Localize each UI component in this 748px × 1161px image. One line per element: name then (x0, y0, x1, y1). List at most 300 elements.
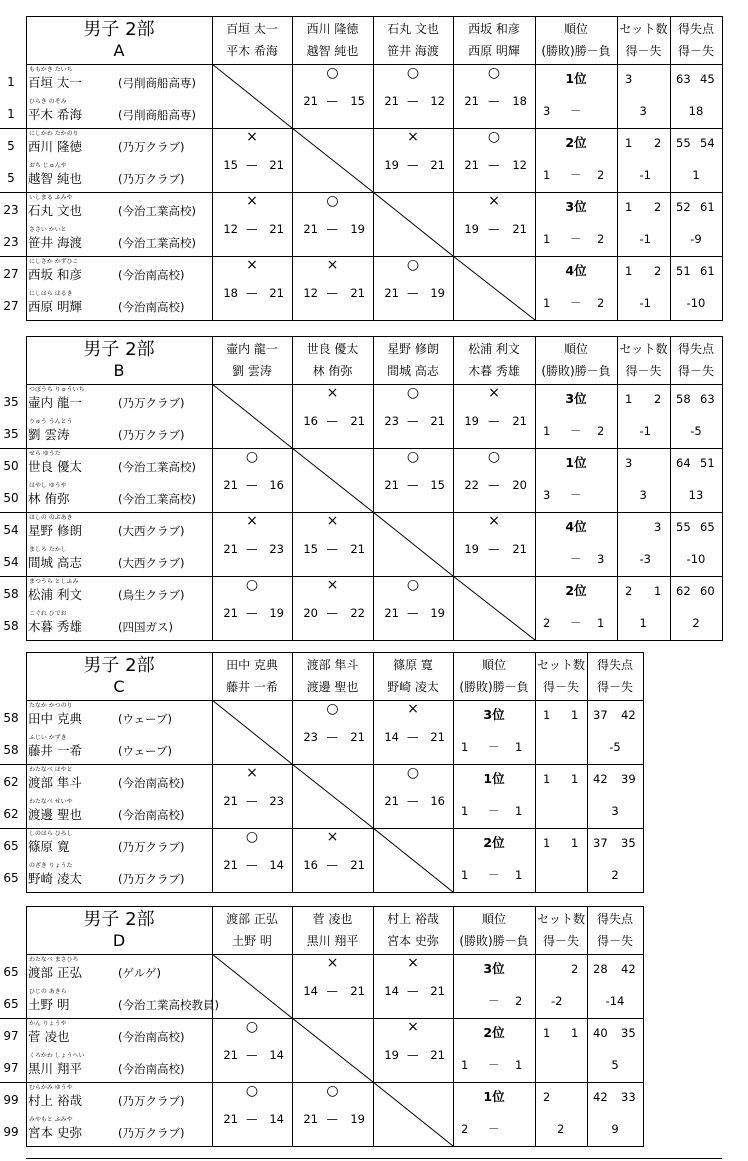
points-against: 45 (700, 72, 715, 86)
score-for: 20 (303, 606, 318, 620)
rank: 3位 (565, 199, 587, 214)
rank: 3位 (483, 961, 505, 976)
match-result-mark: ○ (406, 257, 420, 273)
column-header-player: 間城 高志 (387, 364, 439, 378)
column-header: 得－失 (542, 680, 579, 694)
wl-dash: － (570, 232, 582, 246)
points-against: 61 (700, 264, 715, 278)
score-dash: — (407, 94, 419, 108)
score-for: 21 (384, 794, 399, 808)
match-result-mark: × (488, 513, 500, 529)
seed-number: 50 (3, 491, 19, 505)
seed-number: 65 (3, 839, 19, 853)
column-header: (勝敗)勝－負 (459, 934, 529, 948)
sets-diff-alt: -1 (639, 424, 651, 438)
name-ruby: まつうら としふみ (29, 578, 79, 585)
player-club: (今治南高校) (118, 808, 185, 822)
score-against: 21 (430, 730, 445, 744)
match-result-mark: ○ (487, 65, 501, 81)
score-against: 19 (430, 606, 445, 620)
seed-number: 54 (3, 523, 19, 537)
player-club: (今治南高校) (118, 1062, 185, 1076)
name-ruby: ましろ たかし (29, 546, 67, 553)
score-against: 21 (430, 984, 445, 998)
score-for: 16 (303, 858, 318, 872)
score-dash: — (326, 286, 338, 300)
name-ruby: しのはら ひろし (29, 830, 73, 837)
match-result-mark: × (326, 513, 339, 529)
seed-number: 1 (7, 75, 15, 89)
score-for: 14 (384, 730, 399, 744)
column-header-player: 野崎 凌太 (387, 680, 439, 694)
score-against: 21 (350, 858, 365, 872)
score-against: 19 (269, 606, 284, 620)
sets-won: 1 (543, 836, 551, 850)
match-result-mark: ○ (245, 1019, 259, 1035)
match-result-mark: ○ (326, 701, 339, 717)
column-header: (勝敗)勝－負 (541, 364, 611, 378)
name-ruby: つぼうち りゅういち (29, 386, 85, 393)
player-club: (乃万クラブ) (118, 172, 185, 186)
score-for: 21 (464, 158, 479, 172)
wins: 1 (543, 296, 551, 310)
sets-lost: 2 (654, 264, 662, 278)
name-ruby: ひじの あきら (29, 988, 67, 995)
score-against: 21 (350, 984, 365, 998)
name-ruby: にしさか かずひこ (29, 258, 79, 265)
column-header: セット数 (619, 342, 668, 356)
seed-number: 27 (3, 267, 19, 281)
player-club: (今治工業高校) (118, 492, 196, 506)
column-header-player: 菅 凌也 (312, 912, 353, 926)
score-against: 21 (512, 542, 527, 556)
score-for: 19 (464, 222, 479, 236)
seed-number: 27 (3, 299, 19, 313)
wins: 1 (543, 168, 551, 182)
player-name: 藤井 一希 (28, 743, 82, 758)
match-result-mark: ○ (326, 65, 339, 81)
score-for: 12 (223, 222, 238, 236)
wl-dash: － (570, 552, 582, 566)
self-match-diagonal (373, 1082, 453, 1146)
score-dash: — (407, 794, 419, 808)
player-club: (乃万クラブ) (118, 840, 185, 854)
score-against: 21 (512, 414, 527, 428)
sets-won: 1 (543, 1026, 551, 1040)
player-club: (今治南高校) (118, 268, 185, 282)
points-for: 37 (593, 708, 608, 722)
column-header: (勝敗)勝－負 (541, 44, 611, 58)
match-result-mark: ○ (245, 577, 259, 593)
sets-won: 1 (625, 264, 633, 278)
match-result-mark: ○ (487, 129, 501, 145)
score-dash: — (326, 1112, 338, 1126)
seed-number: 58 (3, 743, 19, 757)
score-against: 14 (269, 1112, 284, 1126)
score-against: 21 (512, 222, 527, 236)
score-against: 15 (430, 478, 445, 492)
wl-dash: － (570, 424, 582, 438)
match-result-mark: × (246, 765, 258, 781)
points-for: 64 (676, 456, 691, 470)
score-for: 15 (303, 542, 318, 556)
points-against: 35 (621, 1026, 636, 1040)
column-header-player: 西川 隆徳 (306, 22, 359, 36)
points-against: 33 (621, 1090, 636, 1104)
score-for: 15 (223, 158, 238, 172)
group-label: B (113, 361, 125, 380)
score-against: 21 (269, 286, 284, 300)
player-club: (乃万クラブ) (118, 872, 185, 886)
sets-diff-alt: -1 (639, 232, 651, 246)
seed-number: 97 (3, 1061, 19, 1075)
points-diff: 2 (611, 868, 619, 882)
score-dash: — (246, 222, 258, 236)
column-header: 順位 (481, 912, 506, 926)
match-result-mark: × (326, 577, 339, 593)
seed-number: 97 (3, 1029, 19, 1043)
score-dash: — (246, 1048, 258, 1062)
player-club: (鳥生クラブ) (118, 588, 185, 602)
score-for: 22 (464, 478, 479, 492)
seed-number: 35 (3, 427, 19, 441)
column-header: 得－失 (542, 934, 579, 948)
column-header-player: 渡部 隼斗 (306, 658, 359, 672)
points-for: 42 (593, 1090, 608, 1104)
group-label: C (113, 677, 125, 696)
score-against: 15 (350, 94, 365, 108)
match-result-mark: × (246, 193, 258, 209)
match-result-mark: ○ (326, 1083, 339, 1099)
score-dash: — (488, 94, 500, 108)
score-for: 18 (223, 286, 238, 300)
match-result-mark: × (246, 257, 258, 273)
score-against: 21 (269, 158, 284, 172)
points-diff: -10 (686, 296, 706, 310)
column-header: 得－失 (677, 364, 714, 378)
score-for: 21 (384, 286, 399, 300)
wins: 1 (461, 868, 469, 882)
column-header-player: 西原 明輝 (468, 44, 520, 58)
points-against: 39 (621, 772, 636, 786)
score-for: 14 (303, 984, 318, 998)
seed-number: 50 (3, 459, 19, 473)
group-label: A (113, 41, 125, 60)
match-result-mark: ○ (406, 449, 420, 465)
sets-diff-alt: -1 (639, 168, 651, 182)
player-name: 世良 優太 (28, 459, 82, 474)
player-club: (ウェーブ) (118, 712, 172, 726)
score-against: 23 (269, 542, 284, 556)
score-against: 21 (269, 222, 284, 236)
group-title: 男子 2部 (83, 909, 155, 930)
player-name: 村上 裕哉 (28, 1093, 82, 1108)
column-header-player: 西坂 和彦 (468, 22, 520, 36)
wl-dash: － (570, 104, 582, 118)
match-result-mark: ○ (245, 449, 259, 465)
sets-won: 1 (543, 772, 551, 786)
score-dash: — (246, 606, 258, 620)
column-header: 順位 (481, 658, 506, 672)
name-ruby: のざき りょうた (29, 862, 73, 869)
sets-lost: 1 (571, 772, 579, 786)
seed-number: 62 (3, 775, 19, 789)
wins: 1 (543, 232, 551, 246)
rank: 1位 (565, 455, 587, 470)
wins: 1 (461, 1058, 469, 1072)
column-header-player: 松浦 利文 (468, 342, 520, 356)
score-dash: — (326, 858, 338, 872)
group-title: 男子 2部 (83, 655, 155, 676)
column-header-player: 渡部 正弘 (226, 912, 278, 926)
points-against: 54 (700, 136, 715, 150)
column-header-player: 笹井 海渡 (387, 44, 439, 58)
score-for: 23 (303, 730, 318, 744)
match-result-mark: × (407, 129, 419, 145)
name-ruby: いしまる ふみや (29, 194, 73, 201)
sets-won: 1 (625, 136, 633, 150)
name-ruby: ひらき のぞみ (29, 98, 67, 105)
sets-lost: 2 (654, 136, 662, 150)
score-for: 21 (223, 1112, 238, 1126)
player-name: 宮本 史弥 (28, 1125, 82, 1140)
seed-number: 62 (3, 807, 19, 821)
seed-number: 65 (3, 871, 19, 885)
column-header: セット数 (536, 912, 585, 926)
score-against: 16 (430, 794, 445, 808)
score-dash: — (246, 478, 258, 492)
score-against: 22 (350, 606, 365, 620)
rank: 4位 (565, 519, 587, 534)
player-club: (今治南高校) (118, 1030, 185, 1044)
name-ruby: かん りょうや (29, 1020, 67, 1027)
match-result-mark: × (246, 129, 258, 145)
score-dash: — (488, 478, 500, 492)
group-label: D (112, 931, 126, 950)
score-against: 21 (350, 730, 365, 744)
score-for: 21 (223, 478, 238, 492)
rank: 4位 (565, 263, 587, 278)
match-result-mark: ○ (245, 1083, 259, 1099)
points-against: 65 (700, 520, 715, 534)
name-ruby: わたなべ せいや (29, 798, 73, 805)
player-club: (今治工業高校) (118, 204, 196, 218)
match-result-mark: ○ (406, 65, 420, 81)
score-dash: — (488, 542, 500, 556)
losses: 2 (597, 296, 605, 310)
wins: 2 (543, 616, 551, 630)
score-dash: — (407, 606, 419, 620)
points-against: 51 (700, 456, 715, 470)
column-header: (勝敗)勝－負 (459, 680, 529, 694)
score-against: 19 (350, 222, 365, 236)
player-club: (ウェーブ) (118, 744, 172, 758)
player-club: (弓削商船高専) (118, 76, 196, 90)
column-header: 得－失 (596, 680, 633, 694)
rank: 2位 (565, 135, 587, 150)
score-for: 21 (223, 542, 238, 556)
losses: 1 (515, 804, 523, 818)
column-header: 得失点 (677, 22, 714, 36)
column-header-player: 壷内 龍一 (226, 342, 278, 356)
wins: 3 (543, 488, 551, 502)
sets-won: 3 (625, 456, 633, 470)
player-name: 石丸 文也 (28, 203, 82, 218)
column-header-player: 木暮 秀雄 (468, 364, 520, 378)
player-name: 壷内 龍一 (28, 395, 82, 410)
seed-number: 23 (3, 235, 19, 249)
points-against: 63 (700, 392, 715, 406)
sets-lost: 2 (654, 392, 662, 406)
score-for: 14 (384, 984, 399, 998)
name-ruby: わたなべ はやと (29, 766, 73, 773)
score-dash: — (246, 542, 258, 556)
name-ruby: にしはら はるき (29, 290, 73, 297)
wins: 2 (461, 1122, 469, 1136)
losses: 2 (597, 168, 605, 182)
wl-dash: － (570, 488, 582, 502)
points-diff: 5 (611, 1058, 619, 1072)
seed-number: 54 (3, 555, 19, 569)
column-header-player: 林 侑弥 (312, 364, 353, 378)
wl-dash: － (488, 994, 500, 1008)
points-for: 51 (676, 264, 691, 278)
score-for: 19 (384, 158, 399, 172)
wl-dash: － (488, 1058, 500, 1072)
score-for: 12 (303, 286, 318, 300)
points-for: 58 (676, 392, 691, 406)
footer-rule (26, 1158, 722, 1159)
points-diff: 9 (611, 1122, 619, 1136)
column-header: 得－失 (625, 364, 662, 378)
player-name: 渡部 正弘 (28, 965, 82, 980)
name-ruby: たなか かつのり (29, 702, 73, 709)
wins: 1 (461, 804, 469, 818)
match-result-mark: × (326, 955, 339, 971)
player-name: 野崎 凌太 (28, 871, 82, 886)
name-ruby: せら ゆうた (29, 450, 61, 457)
sets-diff: -2 (551, 994, 563, 1008)
score-against: 20 (512, 478, 527, 492)
points-diff: -14 (605, 994, 625, 1008)
sets-lost: 2 (654, 200, 662, 214)
points-against: 42 (621, 962, 636, 976)
player-club: (今治南高校) (118, 776, 185, 790)
score-dash: — (326, 984, 338, 998)
score-against: 21 (350, 542, 365, 556)
name-ruby: むらかみ ゆうや (29, 1084, 73, 1091)
sets-lost: 1 (571, 1026, 579, 1040)
score-against: 19 (350, 1112, 365, 1126)
score-dash: — (407, 286, 419, 300)
score-against: 16 (269, 478, 284, 492)
score-for: 21 (303, 1112, 318, 1126)
column-header-player: 劉 雲涛 (232, 364, 272, 378)
points-diff: 1 (692, 168, 700, 182)
sets-lost: 2 (571, 962, 579, 976)
wl-dash: － (488, 868, 500, 882)
player-name: 土野 明 (28, 997, 70, 1012)
match-result-mark: × (326, 385, 339, 401)
sets-lost: 1 (654, 584, 662, 598)
column-header-player: 田中 克典 (226, 658, 278, 672)
points-diff: -10 (686, 552, 706, 566)
losses: 1 (597, 616, 605, 630)
player-name: 劉 雲涛 (28, 427, 70, 442)
player-name: 木暮 秀雄 (28, 619, 82, 634)
match-result-mark: ○ (245, 829, 259, 845)
sets-diff-alt: -3 (639, 552, 651, 566)
seed-number: 35 (3, 395, 19, 409)
sets-diff-alt: 1 (639, 616, 647, 630)
column-header: 得失点 (677, 342, 714, 356)
score-dash: — (326, 542, 338, 556)
column-header-player: 藤井 一希 (226, 680, 278, 694)
points-against: 60 (700, 584, 715, 598)
score-dash: — (488, 222, 500, 236)
wl-dash: － (488, 804, 500, 818)
sets-diff-alt: 3 (639, 104, 647, 118)
seed-number: 5 (7, 139, 15, 153)
points-for: 63 (676, 72, 691, 86)
points-diff: -5 (609, 740, 621, 754)
player-club: (大西クラブ) (118, 556, 185, 570)
seed-number: 58 (3, 587, 19, 601)
name-ruby: ももがき たいち (29, 66, 73, 73)
score-for: 16 (303, 414, 318, 428)
column-header: 得－失 (596, 934, 633, 948)
column-header: セット数 (619, 22, 668, 36)
score-for: 21 (303, 94, 318, 108)
score-against: 21 (430, 1048, 445, 1062)
sets-lost: 1 (571, 836, 579, 850)
column-header-player: 世良 優太 (306, 342, 359, 356)
player-club: (今治工業高校) (118, 460, 196, 474)
points-diff: 18 (688, 104, 704, 118)
match-result-mark: ○ (326, 193, 339, 209)
group-title: 男子 2部 (83, 19, 155, 40)
sets-lost: 1 (571, 708, 579, 722)
points-diff: 13 (688, 488, 704, 502)
column-header-player: 黒川 翔平 (306, 934, 359, 948)
score-against: 21 (350, 286, 365, 300)
points-against: 61 (700, 200, 715, 214)
points-diff: 2 (692, 616, 700, 630)
column-header-player: 土野 明 (232, 934, 272, 948)
column-header-player: 村上 裕哉 (387, 912, 439, 926)
match-result-mark: × (407, 701, 419, 717)
name-ruby: みやもと ふみや (29, 1116, 73, 1123)
score-against: 19 (430, 286, 445, 300)
rank: 3位 (565, 391, 587, 406)
player-name: 田中 克典 (28, 711, 82, 726)
sets-won: 2 (543, 1090, 551, 1104)
match-result-mark: × (488, 193, 500, 209)
player-club: (乃万クラブ) (118, 428, 185, 442)
score-dash: — (407, 984, 419, 998)
sets-won: 1 (543, 708, 551, 722)
score-against: 18 (512, 94, 527, 108)
name-ruby: ささい かいと (29, 226, 67, 233)
seed-number: 5 (7, 171, 15, 185)
wl-dash: － (488, 740, 500, 754)
points-for: 62 (676, 584, 691, 598)
losses: 2 (597, 424, 605, 438)
points-for: 52 (676, 200, 691, 214)
column-header: 順位 (563, 342, 588, 356)
self-match-diagonal (292, 1018, 373, 1082)
score-for: 21 (384, 94, 399, 108)
